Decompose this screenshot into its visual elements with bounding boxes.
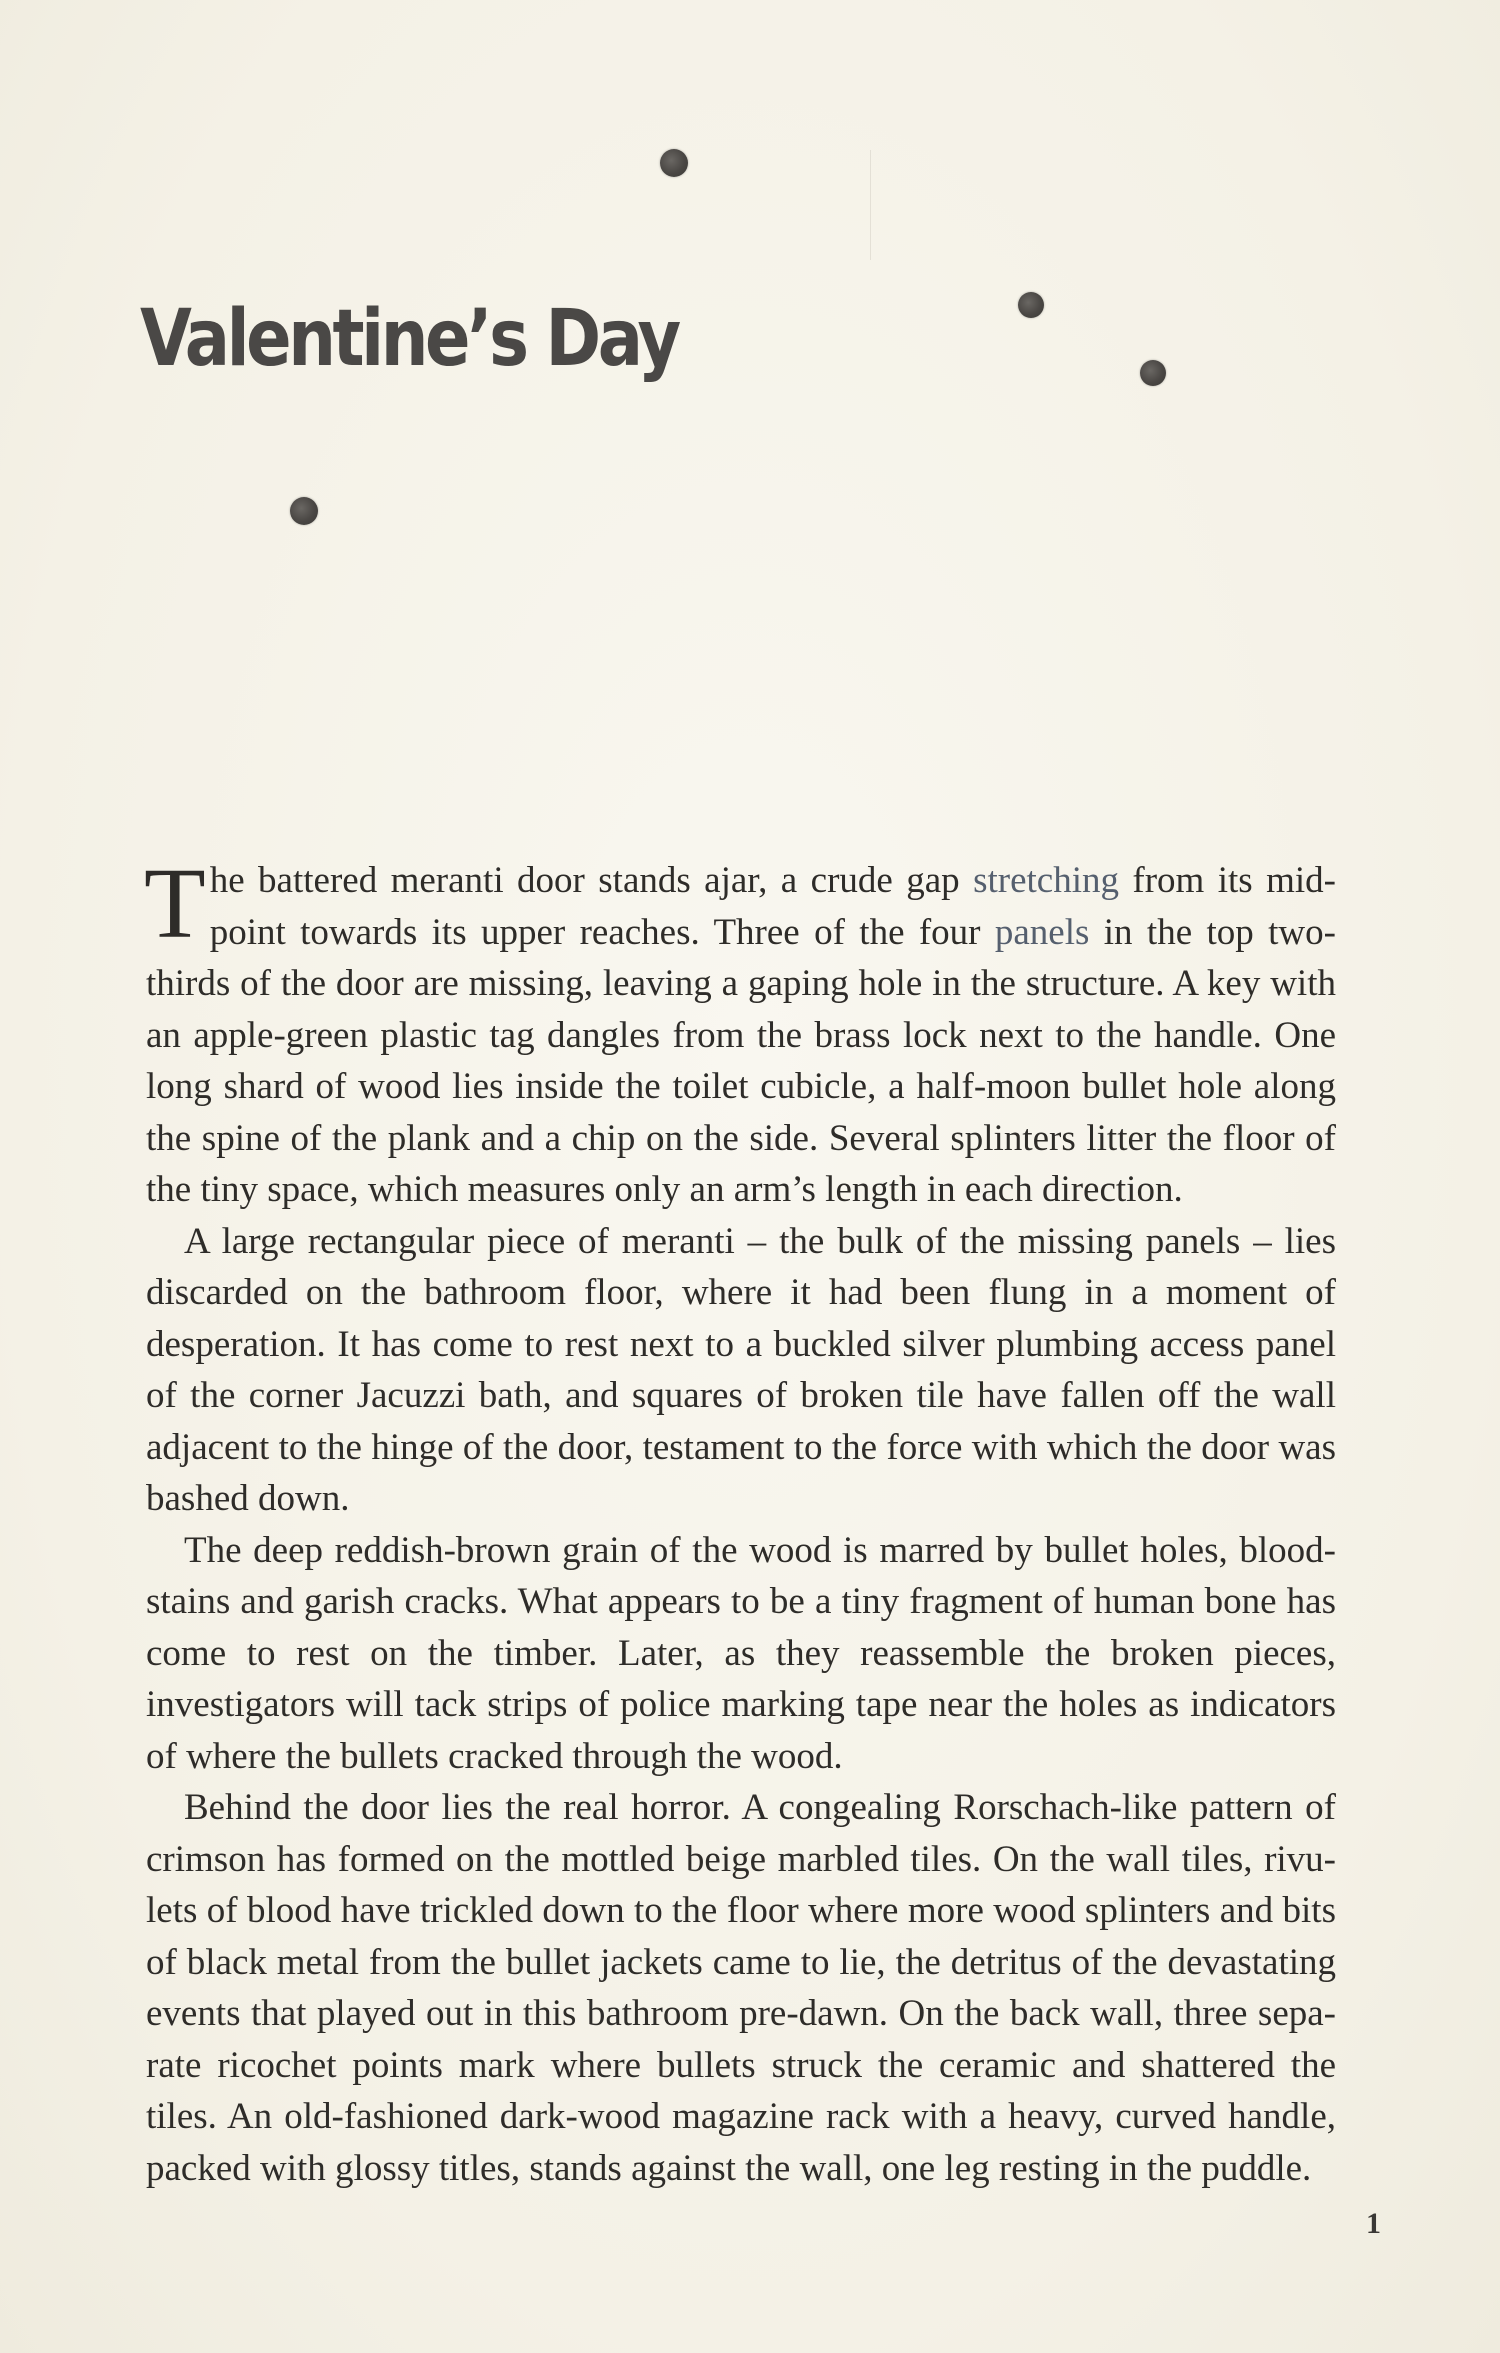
chapter-title: Valentine’s Day: [140, 294, 678, 384]
paragraph-2: A large rectangular piece of meranti – the bulk of the missing panels – lies discarded on the bathroom floor, where it had been flung in a moment of desperation. It has come to rest next to a buckled silver plumbing access panel of the corner Jacuzzi bath, and squares of broken tile have fallen off the wall adjacent to the hinge of the door, testament to the force with which the door was bashed down.: [146, 1220, 1336, 1519]
highlighted-word: panels: [994, 911, 1090, 953]
bullet-hole-icon: [1140, 360, 1166, 386]
drop-cap: T: [144, 847, 206, 959]
paragraph-1-part-e: in the top two-thirds of the door are missing, leaving a gaping hole in the structure. A key with an apple-green plastic tag dangles from the brass lock next to the handle. One long shard of wood lies inside the toilet cubicle, a half-moon bullet hole along the spine of the plank and a chip on the side. Several splinters litter the floor of the tiny space, which measures only an arm’s length in each direction.: [146, 911, 1336, 1210]
paragraph-1-part-a: he battered meranti door stands ajar, a crude gap: [209, 860, 974, 901]
scan-artifact-line: [870, 150, 871, 260]
bullet-hole-icon: [1018, 292, 1044, 318]
paragraph-3: The deep reddish-brown grain of the wood is marred by bullet holes, bloodstains and garish cracks. What appears to be a tiny fragment of human bone has come to rest on the timber. Later, as they reassemble the broken pieces, investigators will tack strips of police marking tape near the holes as indicators of where the bullets cracked through the wood.: [146, 1529, 1336, 1777]
paragraph-4: Behind the door lies the real horror. A congealing Rorschach-like pattern of crimson has formed on the mottled beige marbled tiles. On the wall tiles, rivulets of blood have trickled down to the floor where more wood splinters and bits of black metal from the bullet jackets came to lie, the detritus of the devastating events that played out in this bathroom pre-dawn. On the back wall, three separate ricochet points mark where bullets struck the ceramic and shattered the tiles. An old-fashioned dark-wood magazine rack with a heavy, curved handle, packed with glossy titles, stands against the wall, one leg resting in the puddle.: [146, 1787, 1336, 2189]
page-number: 1: [1366, 2207, 1381, 2240]
chapter-body: [144, 847, 1336, 2194]
bullet-hole-icon: [290, 497, 318, 525]
highlighted-word: stretching: [973, 860, 1119, 901]
paragraph-1: [144, 847, 1336, 1216]
paragraph-1-part-c: from its midpoint towards its upper reaches. Three of the four: [209, 860, 1336, 953]
bullet-hole-icon: [660, 149, 688, 177]
